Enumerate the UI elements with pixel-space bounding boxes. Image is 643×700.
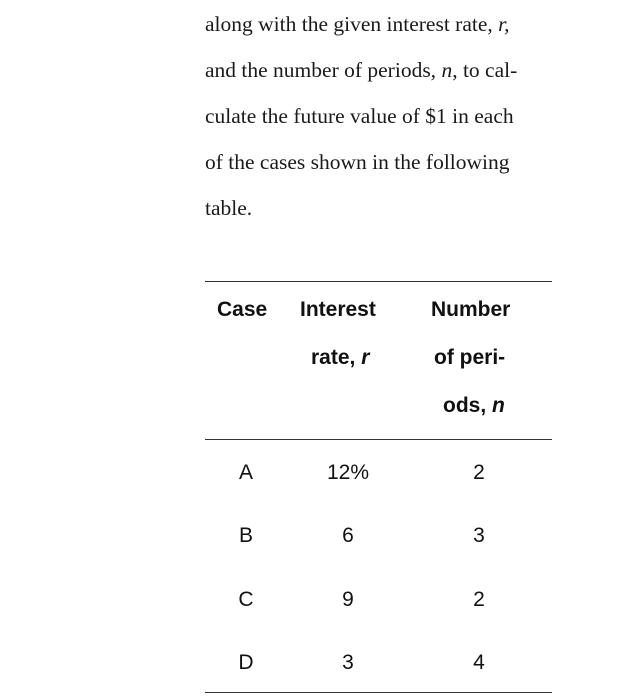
table-bottom-rule	[205, 692, 552, 693]
cell-case: C	[238, 588, 254, 611]
variable-r: r	[498, 12, 505, 36]
table-header-rule	[205, 439, 552, 440]
cell-periods: 3	[473, 524, 485, 547]
header-periods-line3	[443, 394, 505, 418]
header-periods-line1: Number	[431, 298, 511, 321]
variable-n: n	[441, 58, 453, 82]
text-line-4: of the cases shown in the following	[205, 150, 510, 174]
table-top-rule	[205, 281, 552, 282]
cell-periods: 2	[473, 461, 485, 484]
header-text: rate,	[311, 346, 362, 369]
cell-rate: 9	[342, 588, 354, 611]
header-periods-line2: of peri-	[434, 346, 506, 369]
text-line-3: culate the future value of $1 in each	[205, 104, 514, 128]
header-interest-line2	[311, 346, 369, 370]
text-line-2	[205, 58, 517, 83]
cell-rate: 12%	[326, 461, 370, 484]
cell-rate: 3	[342, 651, 354, 674]
header-interest-line1: Interest	[300, 298, 376, 321]
text-line-1	[205, 12, 510, 37]
text-segment: along with the given interest rate,	[205, 12, 499, 36]
header-text: ods,	[443, 394, 493, 417]
cell-periods: 2	[473, 588, 485, 611]
text-segment: , to cal-	[452, 58, 518, 82]
cell-periods: 4	[473, 651, 485, 674]
text-segment: ,	[504, 12, 510, 36]
text-segment: and the number of periods,	[205, 58, 442, 82]
variable-r: r	[361, 346, 370, 369]
cell-case: A	[238, 461, 254, 484]
cell-case: D	[238, 651, 254, 674]
cell-case: B	[238, 524, 254, 547]
cell-rate: 6	[342, 524, 354, 547]
variable-n: n	[492, 394, 505, 417]
header-case: Case	[217, 298, 268, 321]
text-line-5: table.	[205, 196, 253, 220]
